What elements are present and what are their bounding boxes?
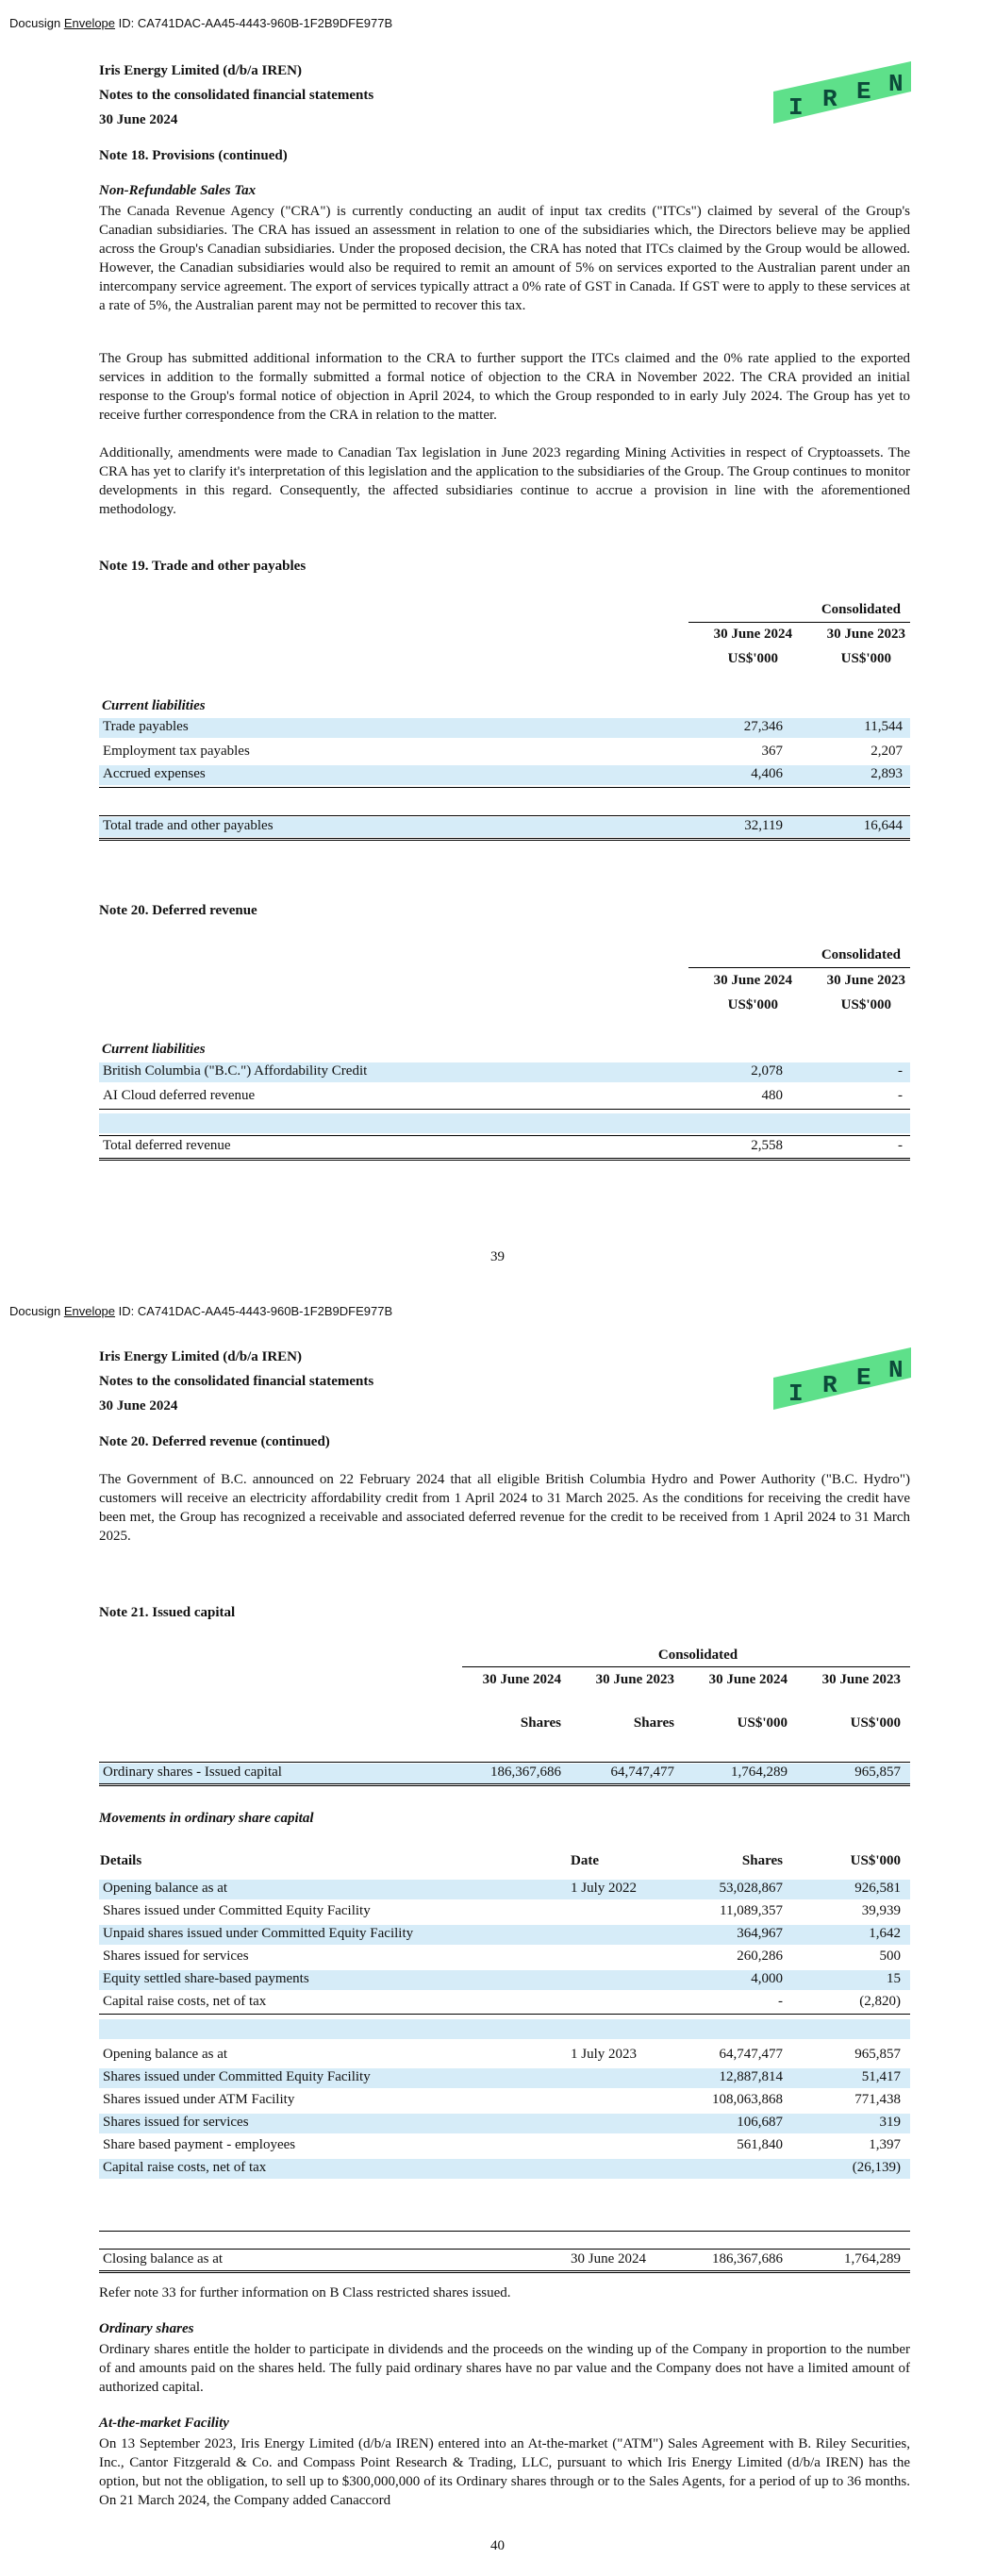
- row-date: 1 July 2022: [571, 1881, 638, 1896]
- report-subtitle: Notes to the consolidated financial statements: [99, 1374, 374, 1389]
- note18-title: Note 18. Provisions (continued): [99, 148, 288, 163]
- table-row: [99, 1948, 910, 1967]
- row-value-2023: -: [898, 1063, 903, 1079]
- issued-col1: 30 June 2024: [482, 1672, 561, 1687]
- row-usd: 39,939: [861, 1903, 901, 1918]
- subtotal-line: [99, 1109, 910, 1110]
- table-row: [99, 1062, 910, 1082]
- logo-letter-r: R: [822, 1371, 837, 1399]
- note19-consolidated: Consolidated: [821, 602, 901, 617]
- table-row: [99, 718, 910, 738]
- closing-double-line: [99, 2270, 910, 2273]
- iren-logo: [771, 52, 913, 127]
- table-row: [99, 743, 910, 762]
- blank-row: [99, 1113, 910, 1133]
- closing-shares: 186,367,686: [712, 2251, 783, 2267]
- row-shares: 12,887,814: [719, 2069, 783, 2084]
- ordinary-para: Ordinary shares entitle the holder to participate in dividends and the proceeds on the winding up of the Company in proportion to the number of and amounts paid on the shares held. The fully paid ordinary shares have no par value and the Company does not have a limited amount of authorized capital.: [99, 2342, 910, 2395]
- mov-shares-header: Shares: [741, 1853, 783, 1868]
- report-date: 30 June 2024: [99, 112, 178, 127]
- row-value-2023: -: [898, 1088, 903, 1103]
- row-label: Opening balance as at: [103, 1881, 228, 1896]
- closing-usd: 1,764,289: [844, 2251, 901, 2267]
- report-subtitle: Notes to the consolidated financial statements: [99, 88, 374, 103]
- page-number: 39: [490, 1249, 505, 1264]
- consolidated-underline: [688, 622, 910, 623]
- row-usd: 1,642: [869, 1926, 901, 1941]
- row-label: Opening balance as at: [103, 2047, 228, 2062]
- row-label: British Columbia ("B.C.") Affordability Credit: [103, 1063, 368, 1079]
- issued-unit1: Shares: [520, 1715, 561, 1731]
- nrst-para-2: The Group has submitted additional information to the CRA to further support the ITCs claimed and the 0% rate applied to the exported services in addition to the formally submitted a formal notice of objection to the CRA in November 2022. The CRA provided an initial response to the Group's formal notice of objection in April 2024, to which the Group responded to in early July 2024. The Group has yet to receive further correspondence from the CRA in relation to the matter.: [99, 351, 910, 423]
- row-usd: 926,581: [854, 1881, 901, 1896]
- row-usd: 15: [887, 1971, 901, 1986]
- envelope-id: Docusign Envelope ID: CA741DAC-AA45-4443-960B-1F2B9DFE977B: [9, 1304, 393, 1318]
- row-value-2024: 480: [761, 1088, 783, 1103]
- row-shares: 108,063,868: [712, 2092, 783, 2107]
- issued-unit3: US$'000: [737, 1715, 788, 1731]
- logo-letter-e: E: [856, 77, 871, 106]
- table-row: [99, 1880, 910, 1899]
- issued-unit2: Shares: [633, 1715, 674, 1731]
- note20-col2: 30 June 2023: [826, 973, 905, 988]
- table-row: [99, 765, 910, 785]
- note19-unit2: US$'000: [840, 651, 891, 666]
- bc-credit-para: The Government of B.C. announced on 22 February 2024 that all eligible British Columbia Hydro and Power Authority ("B.C. Hydro") customers will receive an electricity affordability credit from 1 April 2024 to 31 March 2025. As the conditions for receiving the credit have been met, the Group has recognized a receivable and associated deferred revenue for the credit to be received from 1 April 2024 to 31 March 2025.: [99, 1472, 910, 1544]
- issued-col2: 30 June 2023: [595, 1672, 674, 1687]
- shares-2023: 64,747,477: [610, 1765, 674, 1780]
- row-usd: 1,397: [869, 2137, 901, 2152]
- row-usd: 965,857: [854, 2047, 901, 2062]
- row-label: Trade payables: [103, 719, 189, 734]
- table-row: [99, 2091, 910, 2111]
- closing-row: [99, 2250, 910, 2270]
- report-header: [99, 1345, 373, 1418]
- row-usd: (26,139): [852, 2160, 901, 2175]
- row-shares: 260,286: [737, 1949, 783, 1964]
- row-label: Ordinary shares - Issued capital: [103, 1765, 282, 1780]
- report-header: [99, 59, 373, 132]
- issued-unit4: US$'000: [850, 1715, 901, 1731]
- total-label: Total deferred revenue: [103, 1138, 231, 1153]
- note19-section: Current liabilities: [102, 698, 206, 713]
- table-row: [99, 2114, 910, 2133]
- refer-note: Refer note 33 for further information on B Class restricted shares issued.: [99, 2285, 511, 2300]
- row-value-2023: 11,544: [864, 719, 903, 734]
- total-value-2023: -: [898, 1138, 903, 1153]
- total-row: [99, 1137, 910, 1157]
- row-label: Shares issued under Committed Equity Facility: [103, 1903, 371, 1918]
- row-label: Share based payment - employees: [103, 2137, 296, 2152]
- note20-unit1: US$'000: [727, 997, 778, 1012]
- row-usd: 51,417: [861, 2069, 901, 2084]
- shares-2024: 186,367,686: [490, 1765, 561, 1780]
- row-label: Shares issued under ATM Facility: [103, 2092, 295, 2107]
- note20c-title: Note 20. Deferred revenue (continued): [99, 1434, 330, 1449]
- note19-col1: 30 June 2024: [713, 627, 792, 642]
- table-row: [99, 1925, 910, 1945]
- usd-2023: 965,857: [854, 1765, 901, 1780]
- note20-col1: 30 June 2024: [713, 973, 792, 988]
- total-double-line: [99, 838, 910, 841]
- issued-double-line: [99, 1783, 910, 1786]
- issued-consolidated: Consolidated: [657, 1648, 738, 1663]
- logo-letter-n: N: [888, 1356, 904, 1384]
- issued-top-line: [99, 1762, 910, 1763]
- atm-heading: At-the-market Facility: [99, 2416, 229, 2431]
- company-name: Iris Energy Limited (d/b/a IREN): [99, 63, 303, 78]
- mov-subtotal-line: [99, 2231, 910, 2232]
- logo-letter-i: I: [788, 93, 804, 122]
- row-value-2024: 367: [761, 744, 783, 759]
- total-top-line: [99, 1135, 910, 1136]
- table-row: [99, 2159, 910, 2179]
- row-shares: 64,747,477: [719, 2047, 783, 2062]
- table-row: [99, 2068, 910, 2088]
- logo-letter-n: N: [888, 70, 904, 98]
- mov-usd-header: US$'000: [850, 1853, 901, 1868]
- row-usd: 500: [879, 1949, 901, 1964]
- total-label: Total trade and other payables: [103, 818, 274, 833]
- company-name: Iris Energy Limited (d/b/a IREN): [99, 1349, 303, 1364]
- logo-letter-e: E: [856, 1363, 871, 1392]
- row-value-2024: 27,346: [743, 719, 783, 734]
- note20-unit2: US$'000: [840, 997, 891, 1012]
- row-value-2024: 2,078: [751, 1063, 783, 1079]
- row-shares: 106,687: [737, 2115, 783, 2130]
- usd-2024: 1,764,289: [731, 1765, 788, 1780]
- total-value-2024: 32,119: [744, 818, 783, 833]
- total-value-2023: 16,644: [863, 818, 903, 833]
- table-row: [99, 1970, 910, 1990]
- row-label: Capital raise costs, net of tax: [103, 1994, 267, 2009]
- row-value-2023: 2,207: [871, 744, 903, 759]
- row-shares: -: [778, 1994, 783, 2009]
- note20-title: Note 20. Deferred revenue: [99, 903, 257, 918]
- total-value-2024: 2,558: [751, 1138, 783, 1153]
- note20-section: Current liabilities: [102, 1042, 206, 1057]
- table-row: [99, 1902, 910, 1922]
- row-shares: 561,840: [737, 2137, 783, 2152]
- table-row: [99, 1087, 910, 1107]
- subtotal-line: [99, 787, 910, 788]
- note19-title: Note 19. Trade and other payables: [99, 559, 307, 574]
- consolidated-underline: [462, 1666, 910, 1667]
- row-shares: 364,967: [737, 1926, 783, 1941]
- row-value-2024: 4,406: [751, 766, 783, 781]
- row-label: Unpaid shares issued under Committed Equity Facility: [103, 1926, 414, 1941]
- row-date: 1 July 2023: [571, 2047, 638, 2062]
- atm-para: On 13 September 2023, Iris Energy Limited (d/b/a IREN) entered into an At-the-market ("ATM") Sales Agreement with B. Riley Securities, Inc., Cantor Fitzgerald & Co. and Compass Point Research & Trading, LLC, pursuant to which Iris Energy Limited (d/b/a IREN) has the option, but not the obligation, to sell up to $300,000,000 of its Ordinary shares through or to the Sales Agents, for a period of up to 36 months. On 21 March 2024, the Company added Canaccord: [99, 2436, 910, 2508]
- group-separator-line: [99, 2014, 910, 2015]
- row-usd: 771,438: [854, 2092, 901, 2107]
- total-double-line: [99, 1158, 910, 1161]
- mov-date-header: Date: [571, 1853, 599, 1868]
- closing-top-line: [99, 2249, 910, 2250]
- issued-capital-row: [99, 1764, 910, 1783]
- row-label: Shares issued for services: [103, 1949, 249, 1964]
- table-row: [99, 2136, 910, 2156]
- issued-col3: 30 June 2024: [708, 1672, 788, 1687]
- note21-title: Note 21. Issued capital: [99, 1605, 236, 1620]
- note19-col2: 30 June 2023: [826, 627, 905, 642]
- logo-letter-i: I: [788, 1380, 804, 1408]
- note19-unit1: US$'000: [727, 651, 778, 666]
- note20-consolidated: Consolidated: [821, 947, 901, 962]
- closing-label: Closing balance as at: [103, 2251, 224, 2267]
- issued-col4: 30 June 2023: [821, 1672, 901, 1687]
- mov-details-header: Details: [100, 1853, 142, 1868]
- row-value-2023: 2,893: [871, 766, 903, 781]
- ordinary-heading: Ordinary shares: [99, 2321, 194, 2336]
- blank-row: [99, 2019, 910, 2039]
- row-label: Capital raise costs, net of tax: [103, 2160, 267, 2175]
- row-label: Shares issued under Committed Equity Facility: [103, 2069, 371, 2084]
- nrst-heading: Non-Refundable Sales Tax: [99, 183, 257, 198]
- movements-heading: Movements in ordinary share capital: [99, 1811, 314, 1826]
- iren-logo: [771, 1338, 913, 1413]
- logo-letter-r: R: [822, 85, 837, 113]
- row-usd: (2,820): [859, 1994, 901, 2009]
- table-row: [99, 2046, 910, 2066]
- row-label: AI Cloud deferred revenue: [103, 1088, 256, 1103]
- row-label: Equity settled share-based payments: [103, 1971, 309, 1986]
- row-label: Employment tax payables: [103, 744, 250, 759]
- consolidated-underline: [688, 967, 910, 968]
- envelope-id: Docusign Envelope ID: CA741DAC-AA45-4443-960B-1F2B9DFE977B: [9, 16, 393, 30]
- closing-date: 30 June 2024: [571, 2251, 646, 2267]
- row-shares: 4,000: [751, 1971, 783, 1986]
- report-date: 30 June 2024: [99, 1398, 178, 1413]
- total-row: [99, 817, 910, 837]
- table-row: [99, 1993, 910, 2013]
- nrst-para-1: The Canada Revenue Agency ("CRA") is currently conducting an audit of input tax credits ("ITCs") claimed by several of the Group's Canadian subsidiaries. The CRA has issued an assessment in relation to one of the subsidiaries which, the Directors believe may be applied across the Group's Canadian subsidiaries. Under the proposed decision, the CRA has noted that ITCs claimed by the Group would be allowed. However, the Canadian subsidiaries would also be required to remit an amount of 5% on services exported to the Australian parent under an intercompany service agreement. The export of services typically attract a 0% rate of GST in Canada. If GST were to apply to these services at a rate of 5%, the Australian parent may not be permitted to recover this tax.: [99, 204, 910, 313]
- row-shares: 11,089,357: [720, 1903, 783, 1918]
- row-shares: 53,028,867: [719, 1881, 783, 1896]
- page-number: 40: [490, 2538, 505, 2553]
- nrst-para-3: Additionally, amendments were made to Canadian Tax legislation in June 2023 regarding Mining Activities in respect of Cryptoassets. The CRA has yet to clarify it's interpretation of this legislation and the application to the subsidiaries of the Group. The Group continues to monitor developments in this regard. Consequently, the affected subsidiaries continue to accrue a provision in line with the aforementioned methodology.: [99, 445, 910, 517]
- row-usd: 319: [879, 2115, 901, 2130]
- row-label: Shares issued for services: [103, 2115, 249, 2130]
- total-top-line: [99, 815, 910, 816]
- row-label: Accrued expenses: [103, 766, 206, 781]
